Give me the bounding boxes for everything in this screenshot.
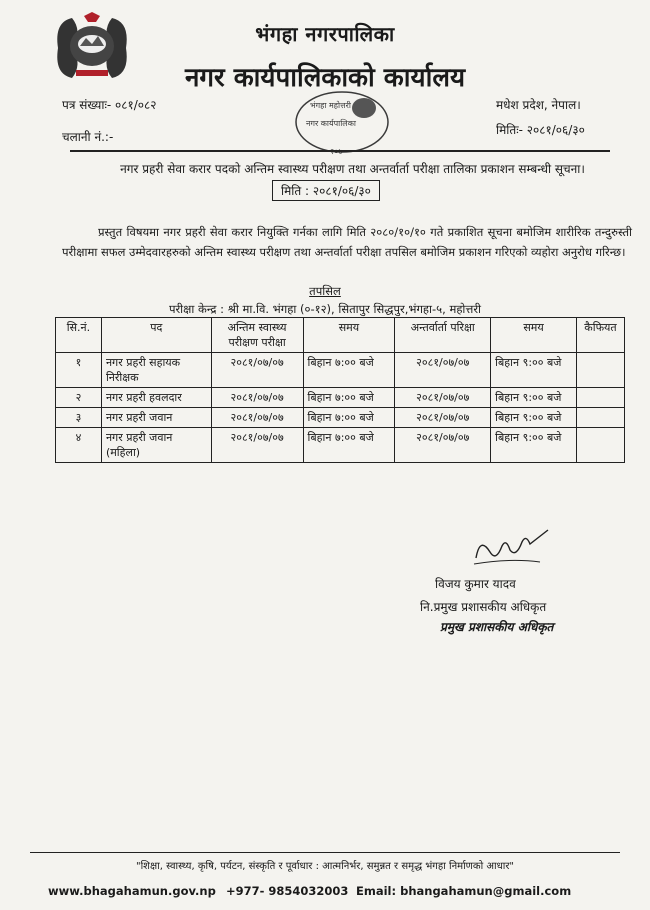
row-health-date: २०८१/०७/०७ bbox=[211, 353, 303, 388]
row-interview-time: बिहान ९:०० बजे bbox=[491, 388, 577, 408]
province-label: मधेश प्रदेश, नेपाल। bbox=[496, 98, 581, 112]
column-header-remarks: कैफियत bbox=[576, 318, 624, 353]
column-header-interview: अन्तर्वार्ता परिक्षा bbox=[395, 318, 491, 353]
footer-website[interactable]: www.bhagahamun.gov.np bbox=[48, 884, 216, 898]
row-sn: १ bbox=[56, 353, 102, 388]
row-interview-date: २०८१/०७/०७ bbox=[395, 408, 491, 428]
table-row bbox=[56, 353, 625, 388]
office-name: भंगहा नगरपालिका bbox=[255, 22, 395, 46]
stamp-line-1: भंगहा महोत्तरी bbox=[310, 101, 351, 110]
notice-date: मिति : २०८१/०६/३० bbox=[272, 180, 380, 201]
row-post: नगर प्रहरी जवान (महिला) bbox=[101, 428, 211, 463]
table-row bbox=[56, 428, 625, 463]
signature-icon bbox=[470, 528, 550, 570]
row-interview-time: बिहान ९:०० बजे bbox=[491, 353, 577, 388]
stamp-line-2: नगर कार्यपालिका bbox=[306, 119, 356, 128]
row-health-time: बिहान ७:०० बजे bbox=[303, 353, 395, 388]
footer-email[interactable]: Email: bhangahamun@gmail.com bbox=[356, 884, 572, 898]
row-post: नगर प्रहरी सहायक निरीक्षक bbox=[101, 353, 211, 388]
letter-date: मितिः- २०८१/०६/३० bbox=[496, 123, 585, 137]
footer-slogan: "शिक्षा, स्वास्थ्य, कृषि, पर्यटन, संस्कृति र पूर्वाधार : आत्मनिर्भर, समुन्नत र समृद्ध भंगहा निर्माणको आधार" bbox=[135, 861, 515, 872]
row-interview-time: बिहान ९:०० बजे bbox=[491, 408, 577, 428]
row-remarks bbox=[576, 428, 624, 463]
notice-body bbox=[62, 222, 632, 262]
column-header-interview-time: समय bbox=[491, 318, 577, 353]
table-row bbox=[56, 388, 625, 408]
column-header-sn: सि.नं. bbox=[56, 318, 102, 353]
table-header-row bbox=[56, 318, 625, 353]
row-health-time: बिहान ७:०० बजे bbox=[303, 408, 395, 428]
table-row bbox=[56, 408, 625, 428]
row-sn: ३ bbox=[56, 408, 102, 428]
dispatch-number: चलानी नं.:- bbox=[62, 130, 114, 144]
row-post: नगर प्रहरी जवान bbox=[101, 408, 211, 428]
notice-body-text: प्रस्तुत विषयमा नगर प्रहरी सेवा करार नियुक्ति गर्नका लागि मिति २०८०/१०/१० गते प्रकाशित सूचना बमोजिम शारीरिक तन्दुरुस्ती परीक्षामा सफल उम्मेदवारहरुको अन्तिम स्वास्थ्य परीक्षण तथा अन्तर्वार्ता परीक्षा तपसिल बमोजिम प्रकाशन गरिएको व्यहोरा अनुरोध गरिन्छ। bbox=[62, 225, 632, 259]
row-health-date: २०८१/०७/०७ bbox=[211, 428, 303, 463]
signatory-designation: नि.प्रमुख प्रशासकीय अधिकृत bbox=[420, 600, 547, 614]
row-interview-date: २०८१/०७/०७ bbox=[395, 428, 491, 463]
exam-center: परीक्षा केन्द्र : श्री मा.वि. भंगहा (०-१२), सितापुर सिद्धपुर,भंगहा-५, महोत्तरी bbox=[168, 302, 482, 316]
office-title: नगर कार्यपालिकाको कार्यालय bbox=[184, 63, 466, 93]
row-remarks bbox=[576, 353, 624, 388]
notice-title: नगर प्रहरी सेवा करार पदको अन्तिम स्वास्थ्य परीक्षण तथा अन्तर्वार्ता परीक्षा तालिका प्रकाशन सम्बन्धी सूचना। bbox=[120, 162, 585, 176]
schedule-heading: तपसिल bbox=[309, 284, 341, 298]
row-remarks bbox=[576, 408, 624, 428]
footer-phone: +977- 9854032003 bbox=[226, 884, 349, 898]
signatory-name: विजय कुमार यादव bbox=[435, 577, 516, 591]
schedule-table bbox=[55, 317, 625, 463]
signatory-stamp: प्रमुख प्रशासकीय अधिकृत bbox=[440, 620, 554, 634]
row-health-date: २०८१/०७/०७ bbox=[211, 408, 303, 428]
row-remarks bbox=[576, 388, 624, 408]
header-divider bbox=[70, 150, 610, 152]
row-post: नगर प्रहरी हवलदार bbox=[101, 388, 211, 408]
row-health-time: बिहान ७:०० बजे bbox=[303, 388, 395, 408]
row-interview-time: बिहान ९:०० बजे bbox=[491, 428, 577, 463]
row-sn: ४ bbox=[56, 428, 102, 463]
column-header-post: पद bbox=[101, 318, 211, 353]
reference-number: पत्र संख्याः- ०८१/०८२ bbox=[62, 98, 157, 112]
row-health-time: बिहान ७:०० बजे bbox=[303, 428, 395, 463]
column-header-health-exam: अन्तिम स्वास्थ्य परीक्षण परीक्षा bbox=[211, 318, 303, 353]
column-header-health-time: समय bbox=[303, 318, 395, 353]
row-interview-date: २०८१/०७/०७ bbox=[395, 353, 491, 388]
footer-divider bbox=[30, 852, 620, 853]
row-interview-date: २०८१/०७/०७ bbox=[395, 388, 491, 408]
row-health-date: २०८१/०७/०७ bbox=[211, 388, 303, 408]
row-sn: २ bbox=[56, 388, 102, 408]
